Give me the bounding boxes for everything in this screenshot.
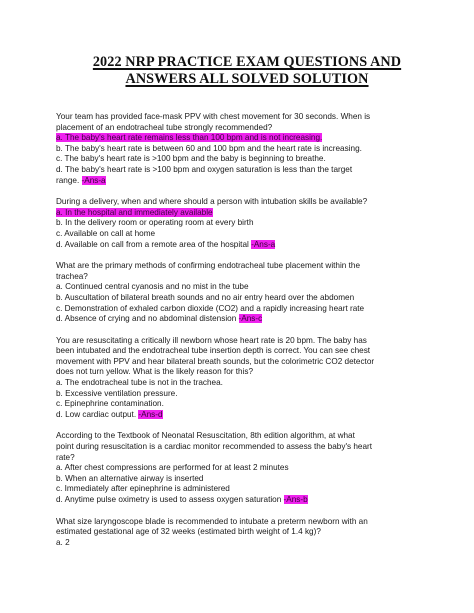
option-c: c. Epinephrine contamination. bbox=[56, 399, 164, 409]
option-d-text: range. bbox=[56, 175, 82, 185]
option-a: a. Continued central cyanosis and no mist in the tube bbox=[56, 282, 249, 292]
question-5 bbox=[56, 431, 430, 505]
option-b: b. The baby's heart rate is between 60 and 100 bpm and the heart rate is increasing. bbox=[56, 143, 362, 153]
question-2 bbox=[56, 197, 430, 250]
question-text-line: You are resuscitating a critically ill newborn whose heart rate is 20 bpm. The baby has bbox=[56, 335, 367, 345]
option-d bbox=[56, 240, 430, 251]
answer-tag: -Ans-a bbox=[81, 175, 106, 185]
option-b: b. When an alternative airway is inserted bbox=[56, 473, 204, 483]
question-text-line: placement of an endotracheal tube strongly recommended? bbox=[56, 122, 273, 132]
option-b: b. Auscultation of bilateral breath sounds and no air entry heard over the abdomen bbox=[56, 292, 355, 302]
option-c: c. Available on call at home bbox=[56, 228, 156, 238]
answer-tag: -Ans-c bbox=[238, 314, 263, 324]
question-4 bbox=[56, 336, 430, 421]
answer-tag: -Ans-a bbox=[251, 239, 276, 249]
question-text-line: trachea? bbox=[56, 271, 88, 281]
title-line-2: ANSWERS ALL SOLVED SOLUTION bbox=[125, 71, 369, 87]
option-a: a. 2 bbox=[56, 537, 70, 547]
question-text-line: movement with PPV and hear bilateral breath sounds, but the colorimetric CO2 detector bbox=[56, 356, 375, 366]
question-text-line: does not turn yellow. What is the likely reason for this? bbox=[56, 367, 254, 377]
option-d-continued bbox=[56, 176, 430, 187]
question-text-line: rate? bbox=[56, 452, 75, 462]
question-text-line: Your team has provided face-mask PPV with chest movement for 30 seconds. When is bbox=[56, 112, 371, 121]
option-d bbox=[56, 314, 430, 325]
answer-tag: -Ans-b bbox=[283, 495, 308, 504]
option-d-text: d. Anytime pulse oximetry is used to assess oxygen saturation bbox=[56, 495, 284, 504]
question-6 bbox=[56, 517, 430, 549]
correct-answer-highlight: a. The baby's heart rate remains less than 100 bpm and is not increasing. bbox=[56, 133, 323, 143]
option-a bbox=[56, 208, 430, 219]
question-text-line: What are the primary methods of confirming endotracheal tube placement within the bbox=[56, 261, 361, 271]
option-a bbox=[56, 133, 430, 144]
document-title bbox=[64, 54, 430, 88]
option-d-text: d. Absence of crying and no abdominal distension bbox=[56, 314, 239, 324]
question-text-line: What size laryngoscope blade is recommended to intubate a preterm newborn with an bbox=[56, 516, 368, 526]
option-a: a. After chest compressions are performed for at least 2 minutes bbox=[56, 463, 289, 473]
option-d: d. The baby's heart rate is >100 bpm and oxygen saturation is less than the target bbox=[56, 164, 353, 174]
answer-tag: -Ans-d bbox=[138, 409, 163, 419]
question-text-line: point during resuscitation is a cardiac monitor recommended to assess the baby's heart bbox=[56, 442, 373, 452]
correct-answer-highlight: a. In the hospital and immediately available bbox=[56, 207, 213, 217]
option-d-text: d. Available on call from a remote area of the hospital bbox=[56, 239, 252, 249]
option-a: a. The endotracheal tube is not in the trachea. bbox=[56, 378, 223, 388]
option-b: b. Excessive ventilation pressure. bbox=[56, 388, 178, 398]
question-3 bbox=[56, 261, 430, 325]
option-d bbox=[56, 495, 430, 506]
option-c: c. The baby's heart rate is >100 bpm and the baby is beginning to breathe. bbox=[56, 154, 326, 164]
question-text-line: During a delivery, when and where should a person with intubation skills be available? bbox=[56, 197, 368, 207]
option-c: c. Immediately after epinephrine is administered bbox=[56, 484, 230, 494]
option-b: b. In the delivery room or operating room at every birth bbox=[56, 218, 254, 228]
title-line-1: 2022 NRP PRACTICE EXAM QUESTIONS AND bbox=[92, 54, 402, 70]
option-d bbox=[56, 410, 430, 421]
question-text-line: estimated gestational age of 32 weeks (estimated birth weight of 1.4 kg)? bbox=[56, 527, 321, 537]
question-text-line: been intubated and the endotracheal tube insertion depth is correct. You can see chest bbox=[56, 346, 371, 356]
option-d-text: d. Low cardiac output. bbox=[56, 409, 139, 419]
question-1 bbox=[56, 112, 430, 186]
question-text-line: According to the Textbook of Neonatal Resuscitation, 8th edition algorithm, at what bbox=[56, 431, 355, 441]
option-c: c. Demonstration of exhaled carbon dioxide (CO2) and a rapidly increasing heart rate bbox=[56, 303, 365, 313]
